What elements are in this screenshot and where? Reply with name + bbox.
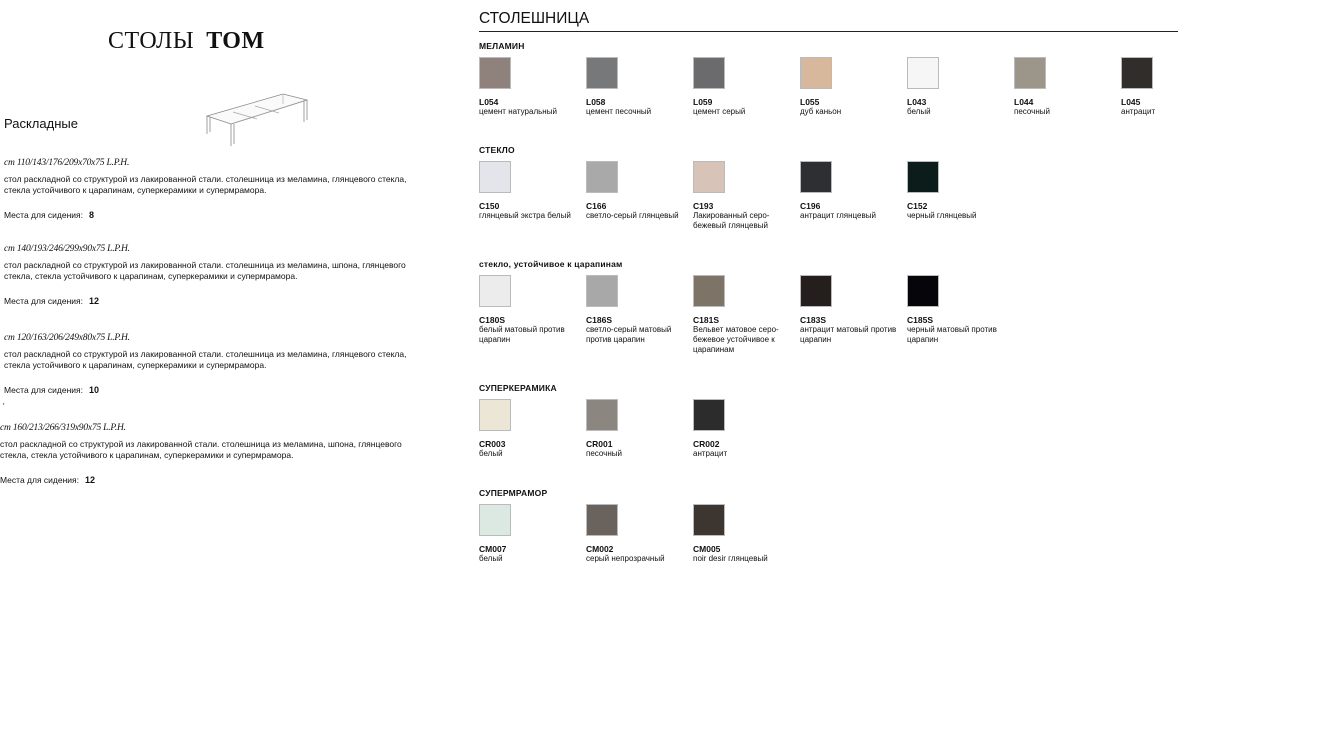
- finish-swatch: [693, 275, 813, 355]
- variant-3: [4, 333, 424, 395]
- finish-name: антрацит матовый против царапин: [800, 325, 897, 344]
- finish-swatch: [586, 57, 706, 117]
- variant-dimensions: cm 140/193/246/299x90x75 L.P.H.: [4, 244, 130, 254]
- finish-name: антрацит: [1121, 107, 1156, 116]
- stray-mark: ': [3, 402, 5, 411]
- variant-seats: [4, 210, 424, 220]
- variant-dimensions: cm 110/143/176/209x70x75 L.P.H.: [4, 158, 130, 168]
- finish-swatch: [693, 57, 813, 117]
- finish-swatch: [907, 161, 1027, 221]
- finish-swatch: [479, 275, 599, 345]
- finish-color-chip: [693, 399, 725, 431]
- finish-color-chip: [907, 161, 939, 193]
- finish-swatch: [479, 161, 599, 221]
- category-title: СУПЕРКЕРАМИКА: [479, 383, 557, 393]
- variant-description: стол раскладной со структурой из лакированной стали. столешница из меламина, шпона, глянцевого стекла, стекла устойчивого к царапинам, суперкерамики и супермрамора.: [4, 260, 406, 281]
- finish-color-chip: [800, 275, 832, 307]
- finish-code: C183S: [800, 315, 826, 325]
- finish-name: дуб каньон: [800, 107, 842, 116]
- seats-label: Места для сидения:: [4, 385, 84, 395]
- finish-swatch: [1121, 57, 1241, 117]
- finish-swatch: [479, 57, 599, 117]
- finish-swatch: [479, 399, 599, 459]
- variant-1: [4, 158, 424, 220]
- variant-description: стол раскладной со структурой из лакированной стали. столешница из меламина, шпона, глянцевого стекла, стекла устойчивого к царапинам, суперкерамики и супермрамора.: [0, 439, 402, 460]
- page-title: [108, 28, 265, 55]
- finish-name: белый: [479, 449, 503, 458]
- finish-code: L043: [907, 97, 927, 107]
- finish-name: светло-серый глянцевый: [586, 211, 679, 220]
- variant-seats: [4, 296, 424, 306]
- finish-code: L054: [479, 97, 499, 107]
- finish-swatch: [800, 161, 920, 221]
- finish-swatch: [586, 275, 706, 345]
- finish-color-chip: [693, 57, 725, 89]
- finish-name: цемент натуральный: [479, 107, 557, 116]
- finish-name: песочный: [586, 449, 622, 458]
- finish-color-chip: [1014, 57, 1046, 89]
- finish-color-chip: [479, 275, 511, 307]
- extendable-table-drawing: [203, 90, 309, 150]
- finish-swatch: [800, 57, 920, 117]
- tabletop-section-title: СТОЛЕШНИЦА: [479, 10, 1178, 32]
- finish-color-chip: [693, 275, 725, 307]
- finish-swatch: [693, 399, 813, 459]
- finish-color-chip: [586, 399, 618, 431]
- finish-code: C152: [907, 201, 928, 211]
- finish-code: L044: [1014, 97, 1034, 107]
- finish-color-chip: [479, 161, 511, 193]
- finish-code: L058: [586, 97, 606, 107]
- finish-code: C196: [800, 201, 821, 211]
- finish-name: цемент песочный: [586, 107, 652, 116]
- finish-code: C180S: [479, 315, 505, 325]
- finish-swatch: [586, 504, 706, 564]
- finish-color-chip: [907, 275, 939, 307]
- finish-color-chip: [586, 504, 618, 536]
- finish-name: светло-серый матовый против царапин: [586, 325, 672, 344]
- finish-code: C186S: [586, 315, 612, 325]
- page-title-word-1: СТОЛЫ: [108, 28, 195, 54]
- finish-name: белый матовый против царапин: [479, 325, 565, 344]
- finish-color-chip: [479, 504, 511, 536]
- finish-name: noir desir глянцевый: [693, 554, 768, 563]
- finish-code: C185S: [907, 315, 933, 325]
- finish-code: L059: [693, 97, 713, 107]
- finish-name: Лакированный серо-бежевый глянцевый: [693, 211, 770, 230]
- finish-color-chip: [693, 504, 725, 536]
- finish-swatch: [907, 57, 1027, 117]
- seats-value: 12: [85, 475, 96, 485]
- finish-code: CR003: [479, 439, 506, 449]
- finish-name: песочный: [1014, 107, 1050, 116]
- finish-color-chip: [907, 57, 939, 89]
- finish-code: L045: [1121, 97, 1141, 107]
- finish-code: C193: [693, 201, 714, 211]
- finish-code: L055: [800, 97, 820, 107]
- finish-name: черный глянцевый: [907, 211, 977, 220]
- finish-color-chip: [586, 161, 618, 193]
- seats-label: Места для сидения:: [4, 210, 84, 220]
- variant-2: [4, 244, 424, 306]
- category-title: МЕЛАМИН: [479, 41, 525, 51]
- finish-name: серый непрозрачный: [586, 554, 665, 563]
- finish-color-chip: [479, 57, 511, 89]
- finish-code: CM007: [479, 544, 507, 554]
- finish-swatch: [586, 399, 706, 459]
- finish-color-chip: [586, 57, 618, 89]
- variant-seats: [4, 385, 424, 395]
- finish-name: цемент серый: [693, 107, 746, 116]
- finish-color-chip: [800, 57, 832, 89]
- seats-label: Места для сидения:: [0, 475, 80, 485]
- variant-dimensions: cm 120/163/206/249x80x75 L.P.H.: [4, 333, 130, 343]
- category-title: СУПЕРМРАМОР: [479, 488, 548, 498]
- variant-description: стол раскладной со структурой из лакированной стали. столешница из меламина, глянцевого стекла, стекла устойчивого к царапинам, суперкерамики и супермрамора.: [4, 349, 407, 370]
- finish-name: белый: [479, 554, 503, 563]
- page-title-word-2: TOM: [206, 28, 265, 54]
- finish-name: антрацит: [693, 449, 728, 458]
- finish-code: CM005: [693, 544, 721, 554]
- finish-swatch: [479, 504, 599, 564]
- finish-code: C181S: [693, 315, 719, 325]
- finish-color-chip: [800, 161, 832, 193]
- finish-code: C166: [586, 201, 607, 211]
- finish-color-chip: [693, 161, 725, 193]
- finish-swatch: [1014, 57, 1134, 117]
- finish-code: CR002: [693, 439, 720, 449]
- finish-swatch: [586, 161, 706, 221]
- variant-seats: [0, 475, 420, 485]
- subtitle: Раскладные: [4, 116, 78, 131]
- category-title: стекло, устойчивое к царапинам: [479, 259, 623, 269]
- finish-code: CM002: [586, 544, 614, 554]
- seats-value: 8: [89, 210, 95, 220]
- finish-name: белый: [907, 107, 931, 116]
- finish-color-chip: [479, 399, 511, 431]
- finish-swatch: [693, 504, 813, 564]
- variant-4: [0, 423, 420, 485]
- finish-code: CR001: [586, 439, 613, 449]
- finish-swatch: [907, 275, 1027, 345]
- finish-name: антрацит глянцевый: [800, 211, 876, 220]
- finish-swatch: [693, 161, 813, 231]
- finish-name: черный матовый против царапин: [907, 325, 997, 344]
- finish-swatch: [800, 275, 920, 345]
- category-title: СТЕКЛО: [479, 145, 515, 155]
- seats-value: 12: [89, 296, 100, 306]
- variant-description: стол раскладной со структурой из лакированной стали. столешница из меламина, глянцевого стекла, стекла устойчивого к царапинам, суперкерамики и супермрамора.: [4, 174, 407, 195]
- finish-color-chip: [1121, 57, 1153, 89]
- finish-color-chip: [586, 275, 618, 307]
- seats-value: 10: [89, 385, 100, 395]
- finish-name: Вельвет матовое серо-бежевое устойчивое к царапинам: [693, 325, 779, 354]
- finish-name: глянцевый экстра белый: [479, 211, 571, 220]
- finish-code: C150: [479, 201, 500, 211]
- variant-dimensions: cm 160/213/266/319x90x75 L.P.H.: [0, 423, 126, 433]
- seats-label: Места для сидения:: [4, 296, 84, 306]
